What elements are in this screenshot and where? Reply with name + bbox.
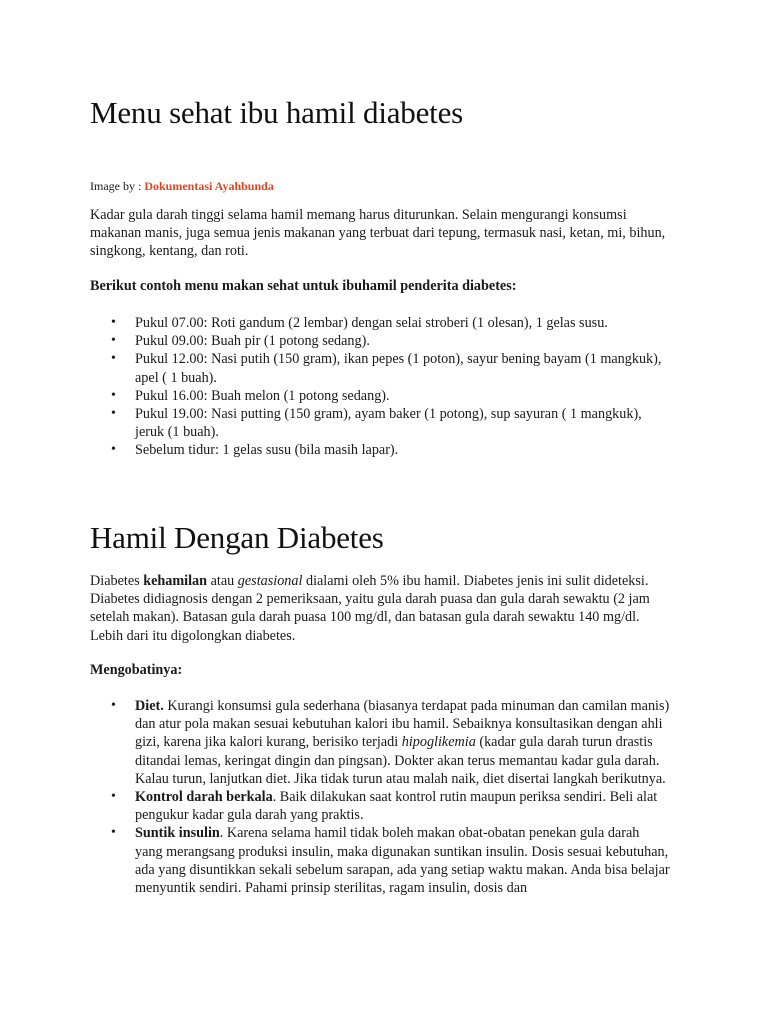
treatment-text: (kadar gula darah turun drastis ditandai lemas, keringat dingin dan pingsan). Dokter akan terus memantau kadar gula darah. Kalau turun, lanjutkan diet. Jika tidak turun atau malah naik, diet disertai langkah berikutnya. (135, 734, 666, 787)
menu-subheading: Berikut contoh menu makan sehat untuk ibuhamil penderita diabetes: (90, 278, 517, 294)
section-title-diabetes: Hamil Dengan Diabetes (90, 520, 384, 555)
menu-list-item: • Pukul 09.00: Buah pir (1 potong sedang). (90, 332, 670, 350)
treatment-term: Diet. (135, 698, 164, 714)
intro-paragraph-diabetes (90, 572, 670, 645)
treatment-text: . Baik dilakukan saat kontrol rutin maupun periksa sendiri. Beli alat pengukur kadar gula darah yang praktis. (135, 789, 658, 824)
treatment-term: Suntik insulin (135, 825, 220, 842)
image-credit-link[interactable]: Dokumentasi Ayahbunda (144, 179, 274, 193)
treatment-text: Kurangi konsumsi gula sederhana (biasanya terdapat pada minuman dan camilan manis) dan atur pola makan sesuai kebutuhan kalori ibu hamil. Sebaiknya konsultasikan dengan ahli gizi, karena jika kalori kurang, berisiko terjadi (135, 698, 670, 751)
menu-list-item: • Pukul 16.00: Buah melon (1 potong sedang). (90, 387, 670, 405)
treatment-text: . Karena selama hamil tidak boleh makan obat-obatan penekan gula darah yang merangsang produksi insulin, maka digunakan suntikan insulin. Dosis sesuai kebutuhan, ada yang disuntikkan sekali sebelum sarapan, ada yang setiap waktu makan. Anda bisa belajar menyuntik sendiri. Pahami prinsip sterilitas, ragam insulin, dosis dan (135, 825, 670, 897)
menu-list-item: • Sebelum tidur: 1 gelas susu (bila masih lapar). (90, 441, 670, 459)
intro-text-start: Diabetes (90, 573, 144, 589)
treatment-italic-term: hipoglikemia (401, 734, 476, 751)
intro-paragraph-menu: Kadar gula darah tinggi selama hamil memang harus diturunkan. Selain mengurangi konsumsi makanan manis, juga semua jenis makanan yang terbuat dari tepung, termasuk nasi, ketan, mi, bihun, singkong, kentang, dan roti. (90, 207, 666, 260)
menu-list-item: • Pukul 12.00: Nasi putih (150 gram), ikan pepes (1 poton), sayur bening bayam (1 mangkuk), apel ( 1 buah). (90, 350, 670, 386)
menu-list-item: • Pukul 19.00: Nasi putting (150 gram), ayam baker (1 potong), sup sayuran ( 1 mangkuk), jeruk (1 buah). (90, 405, 670, 441)
image-credit (90, 178, 274, 194)
intro-italic-term: gestasional (237, 573, 303, 589)
treatment-item-diet (90, 697, 670, 788)
treatment-term: Kontrol darah berkala (135, 789, 273, 806)
section-title-menu: Menu sehat ibu hamil diabetes (90, 95, 463, 130)
menu-list-item: • Pukul 07.00: Roti gandum (2 lembar) dengan selai stroberi (1 olesan), 1 gelas susu. (90, 314, 670, 332)
intro-text-end: dialami oleh 5% ibu hamil. Diabetes jenis ini sulit dideteksi. Diabetes didiagnosis dengan 2 pemeriksaan, yaitu gula darah puasa dan gula darah sewaktu (2 jam setelah makan). Batasan gula darah puasa 100 mg/dl, dan batasan gula darah sewaktu 140 mg/dl. Lebih dari itu digolongkan diabetes. (90, 573, 650, 644)
treatment-subheading: Mengobatinya: (90, 662, 183, 678)
treatment-list (90, 697, 670, 897)
image-credit-prefix: Image by : (90, 179, 145, 193)
treatment-item-control (90, 788, 670, 824)
intro-text-mid: atau (207, 573, 238, 589)
menu-list (90, 314, 670, 460)
intro-bold-term: kehamilan (143, 573, 208, 589)
treatment-item-insulin (90, 824, 670, 897)
